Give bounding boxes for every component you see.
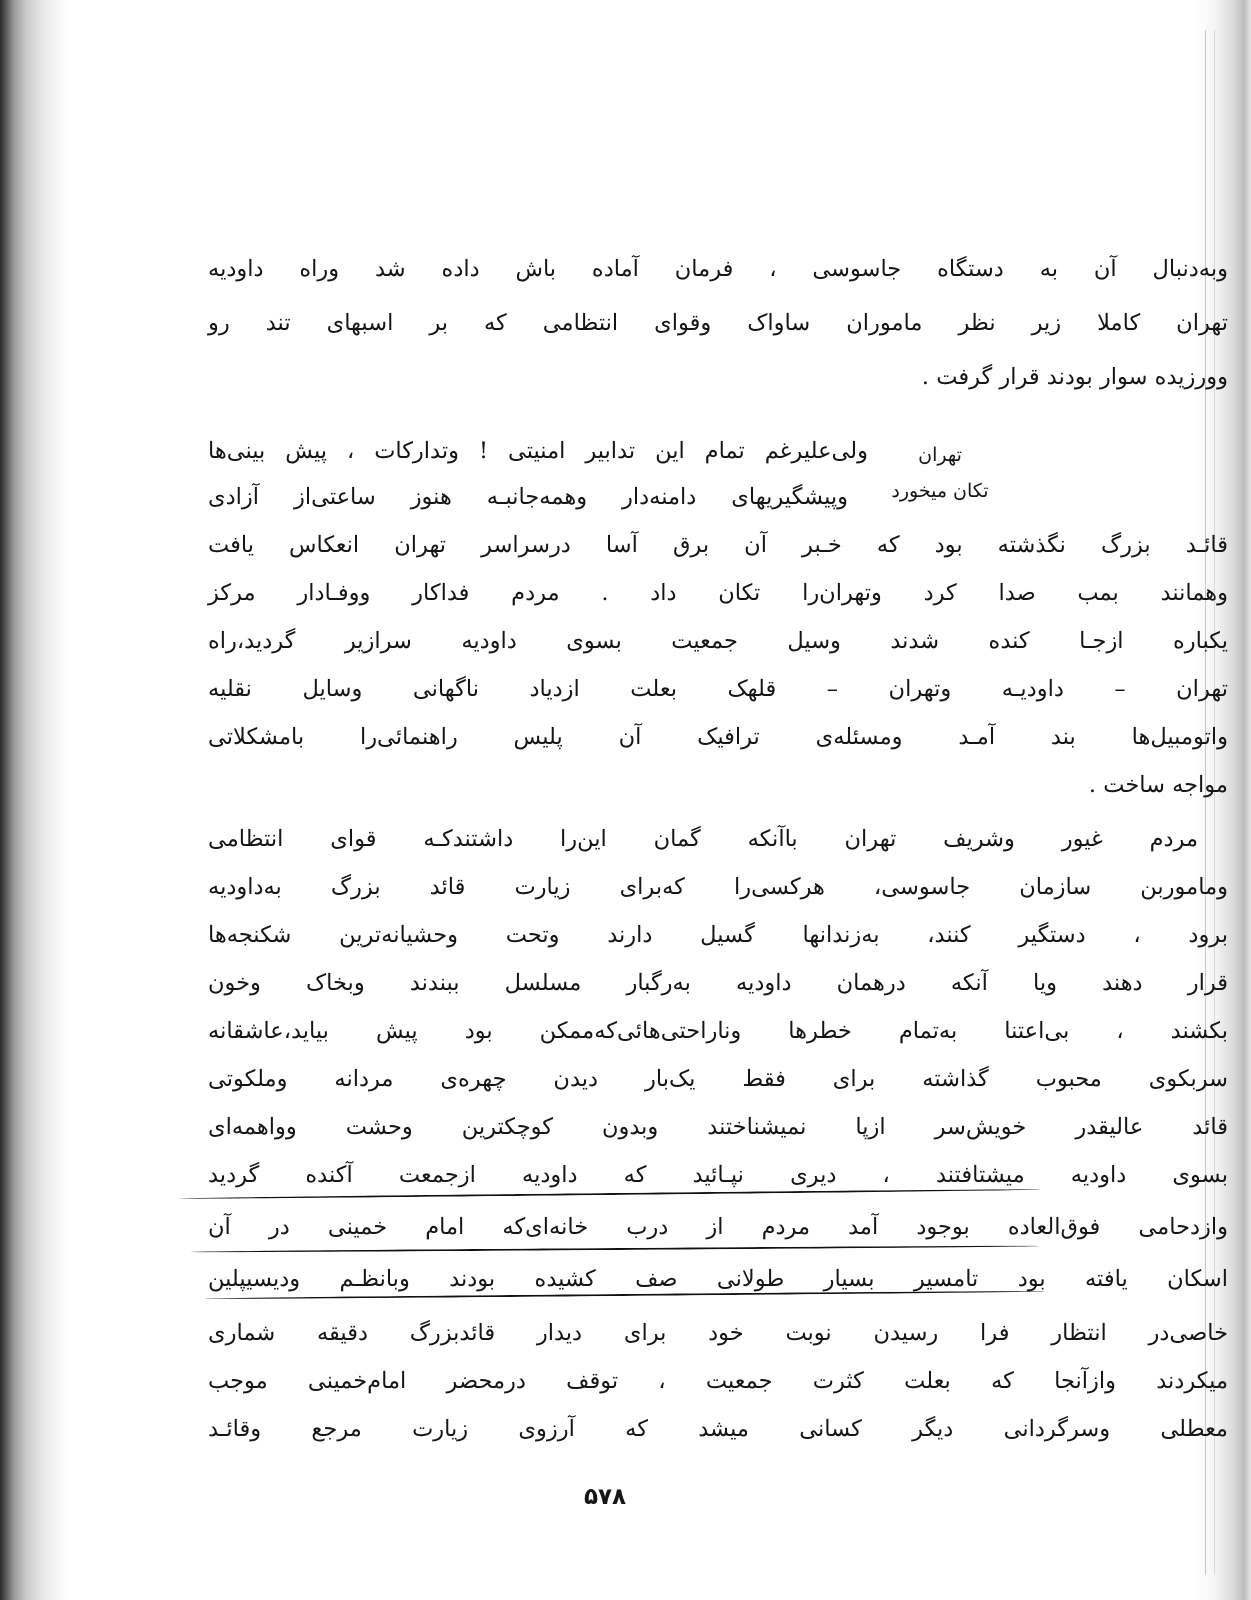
text-line: میکردند وازآنجا که بعلت کثرت جمعیت ، توقف درمحضر امام‌خمینی موجب bbox=[208, 1368, 1228, 1394]
text-line: واتومبیل‌ها بند آمـد ومسئله‌ی ترافیک آن پلیس راهنمائی‌را بامشکلاتی bbox=[208, 724, 1228, 750]
text-line: مواجه ساخت . bbox=[1088, 772, 1228, 798]
text-line: تهران کاملا زیر نظر ماموران ساواک وقوای انتظامی که بر اسبهای تند رو bbox=[208, 310, 1228, 336]
text-line: وبه‌دنبال آن به دستگاه جاسوسی ، فرمان آماده باش داده شد وراه داودیه bbox=[208, 256, 1228, 282]
text-line: بکشند ، بی‌اعتنا به‌تمام خطرها وناراحتی‌هائی‌که‌ممکن بود پیش بیاید،عاشقانه bbox=[208, 1018, 1228, 1044]
marginal-note-line: تکان میخورد bbox=[891, 480, 989, 502]
text-line: وپیشگیریهای دامنه‌دار وهمه‌جانبـه هنوز ساعتی‌از آزادی bbox=[208, 484, 848, 510]
text-line: تهران – داودیـه وتهران – قلهک بعلت ازدیاد ناگهانی وسایل نقلیه bbox=[208, 676, 1228, 702]
text-line: وورزیده سوار بودند قرار گرفت . bbox=[921, 364, 1228, 390]
handwritten-underline bbox=[180, 1188, 1040, 1199]
text-line: برود ، دستگیر کنند، به‌زندانها گسیل دارند وتحت وحشیانه‌ترین شکنجه‌ها bbox=[208, 922, 1228, 948]
marginal-note-line: تهران bbox=[918, 444, 962, 466]
text-line: اسکان یافته بود تامسیر بسیار طولانی صف کشیده بودند وبانظـم ودیسیپلین bbox=[208, 1266, 1228, 1292]
text-line: قائد عالیقدر خویش‌سر ازپا نمیشناختند وبدون کوچکترین وحشت وواهمه‌ای bbox=[208, 1114, 1228, 1140]
marginal-note bbox=[876, 437, 1004, 509]
handwritten-underline bbox=[190, 1245, 1040, 1253]
text-line: معطلی وسرگردانی دیگر کسانی میشد که آرزوی زیارت مرجع وقائـد bbox=[208, 1416, 1228, 1442]
text-line: مردم غیور وشریف تهران باآنکه گمان این‌را داشتندکـه قوای انتظامی bbox=[208, 826, 1198, 852]
text-line: ولی‌علیرغم تمام این تدابیر امنیتی ! وتدارکات ، پیش بینی‌ها bbox=[208, 438, 868, 464]
text-line: وهمانند بمب صدا کرد وتهران‌را تکان داد . مردم فداکار ووفـادار مرکز bbox=[208, 580, 1228, 606]
text-line: خاصی‌در انتظار فرا رسیدن نوبت خود برای دیدار قائدبزرگ دقیقه شماری bbox=[208, 1320, 1228, 1346]
text-line: یکباره ازجـا کنده شدند وسیل جمعیت بسوی داودیه سرازیر گردید،راه bbox=[208, 628, 1228, 654]
text-line: قائـد بزرگ نگذشته بود که خـبر آن برق آسا درسراسر تهران انعکاس یافت bbox=[208, 532, 1228, 558]
text-line: سربکوی محبوب گذاشته برای فقط یک‌بار دیدن چهره‌ی مردانه وملکوتی bbox=[208, 1066, 1228, 1092]
page-number: ۵۷۸ bbox=[583, 1484, 627, 1510]
text-line: بسوی داودیه میشتافتند ، دیری نپـائید که داودیه ازجمعت آکنده گردید bbox=[208, 1162, 1228, 1188]
book-spine-shadow bbox=[0, 0, 70, 1600]
text-line: وازدحامی فوق‌العاده بوجود آمد مردم از درب خانه‌ای‌که امام خمینی در آن bbox=[208, 1214, 1228, 1240]
text-line: وماموربن سازمان جاسوسی، هرکسی‌را که‌برای زیارت قائد بزرگ به‌داودیه bbox=[208, 874, 1228, 900]
text-line: قرار دهند ویا آنکه درهمان داودیه به‌رگبار مسلسل ببندند وبخاک وخون bbox=[208, 970, 1228, 996]
